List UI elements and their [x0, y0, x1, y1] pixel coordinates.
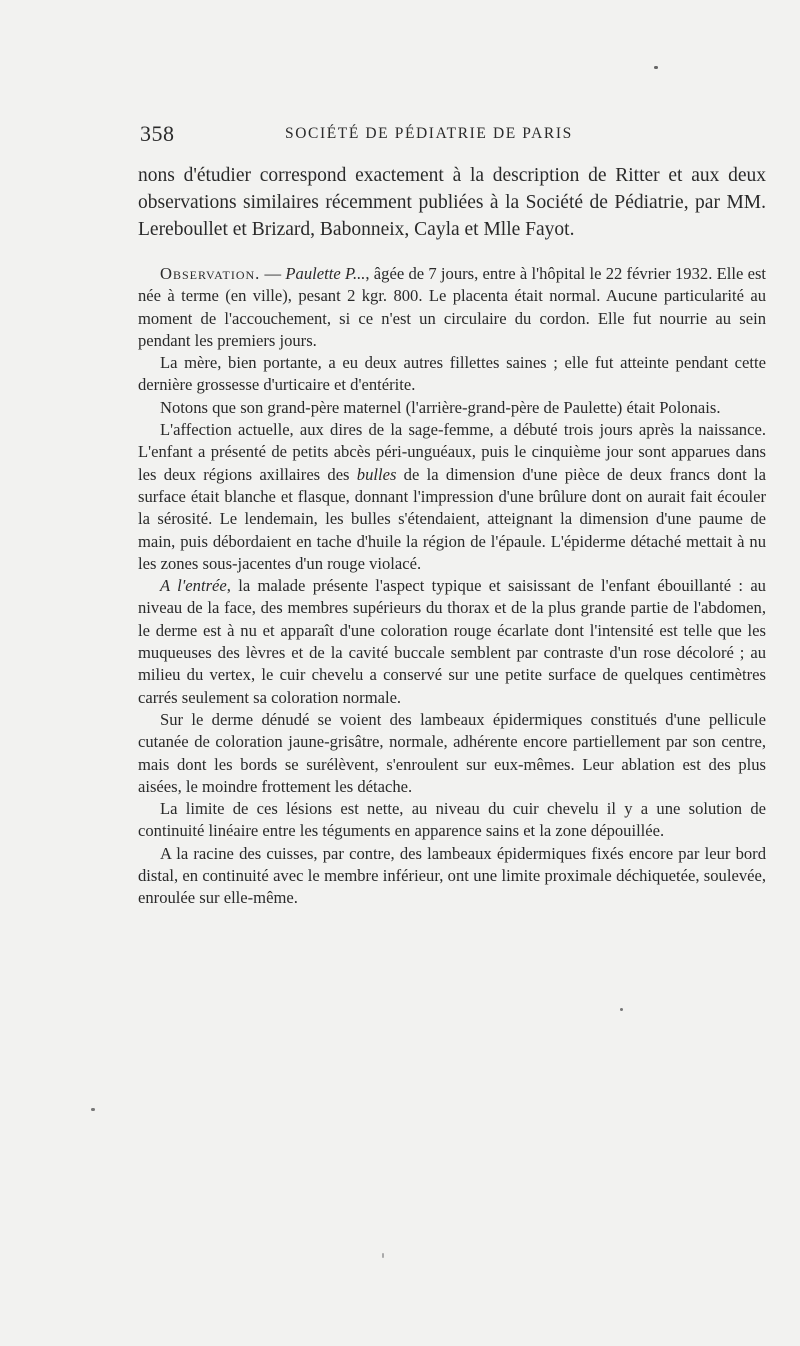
body-text — [138, 162, 766, 910]
intro-paragraph: nons d'étudier correspond exactement à la description de Ritter et aux deux observations similaires récemment publiées à la Société de Pédiatrie, par MM. Lereboullet et Brizard, Babonneix, Cayla et Mlle Fayot. — [138, 165, 766, 240]
running-head — [140, 121, 765, 149]
scan-speck — [382, 1253, 384, 1258]
observation-text: , âgée de 7 jours, entre à l'hôpital le 22 février 1932. Elle est née à terme (en ville), pesant 2 kgr. 800. Le placenta était normal. Aucune particularité au moment de l'accouchement, si ce n'est un circulaire du cordon. Elle fut nourrie au sein pendant les premiers jours. — [138, 264, 767, 350]
bulles-term: bulles — [356, 464, 397, 484]
affection-text-start: L'affection actuelle, aux dires de la sage-femme, a débuté trois jours après la naissance. L'enfant a présenté de petits abcès péri-unguéaux, puis le cinquième jour sont apparues dans les deux régions axillaires des — [138, 420, 766, 484]
thighs-paragraph: A la racine des cuisses, par contre, des lambeaux épidermiques fixés encore par leur bord distal, en continuité avec le membre inférieur, ont une limite proximale déchiquetée, soulevée, enroulée sur elle-même. — [138, 843, 766, 908]
patient-name: Paulette P... — [285, 264, 366, 283]
affection-paragraph — [138, 419, 766, 575]
affection-text-end: de la dimension d'une pièce de deux francs dont la surface était blanche et flasque, donnant l'impression d'une brûlure dont on aurait fait écouler la sérosité. Le lendemain, les bulles s'étendaient, atteignant la dimension d'une paume de main, puis débordaient en tache d'huile la région de l'épaule. L'épiderme détaché mettait à nu les zones sous-jacentes d'un rouge violacé. — [138, 464, 766, 573]
page-number: 358 — [140, 121, 175, 146]
observation-paragraph — [138, 263, 766, 352]
observation-dash: — — [260, 264, 286, 283]
grandfather-paragraph: Notons que son grand-père maternel (l'arrière-grand-père de Paulette) était Polonais. — [160, 397, 721, 417]
entry-paragraph — [138, 575, 766, 709]
observation-label: Observation. — [160, 264, 261, 283]
scan-speck — [91, 1108, 95, 1111]
limit-paragraph: La limite de ces lésions est nette, au niveau du cuir chevelu il y a une solution de continuité linéaire entre les téguments en apparence sains et la zone dépouillée. — [138, 799, 766, 841]
mother-paragraph: La mère, bien portante, a eu deux autres fillettes saines ; elle fut atteinte pendant cette dernière grossesse d'urticaire et d'entérite. — [138, 353, 766, 395]
scan-speck — [654, 66, 658, 69]
journal-title: SOCIÉTÉ DE PÉDIATRIE DE PARIS — [285, 125, 573, 142]
entry-lead: A l'entrée — [160, 576, 227, 596]
entry-text: , la malade présente l'aspect typique et saisissant de l'enfant ébouillanté : au niveau de la face, des membres supérieurs du thorax et de la plus grande partie de l'abdomen, le derme est à nu et apparaît d'une coloration rouge écarlate dont l'intensité est telle que les muqueuses des lèvres et de la cavité buccale semblent par contraste d'un rose décoloré ; au milieu du vertex, le cuir chevelu a conservé sur une petite surface de quelques centimètres carrés seulement sa coloration normale. — [138, 576, 766, 707]
derme-paragraph: Sur le derme dénudé se voient des lambeaux épidermiques constitués d'une pellicule cutanée de coloration jaune-grisâtre, normale, adhérente encore partiellement par son centre, mais dont les bords se surélèvent, s'enroulent sur eux-mêmes. Leur ablation est des plus aisées, le moindre frottement les détache. — [138, 709, 766, 796]
scan-speck — [620, 1008, 623, 1011]
